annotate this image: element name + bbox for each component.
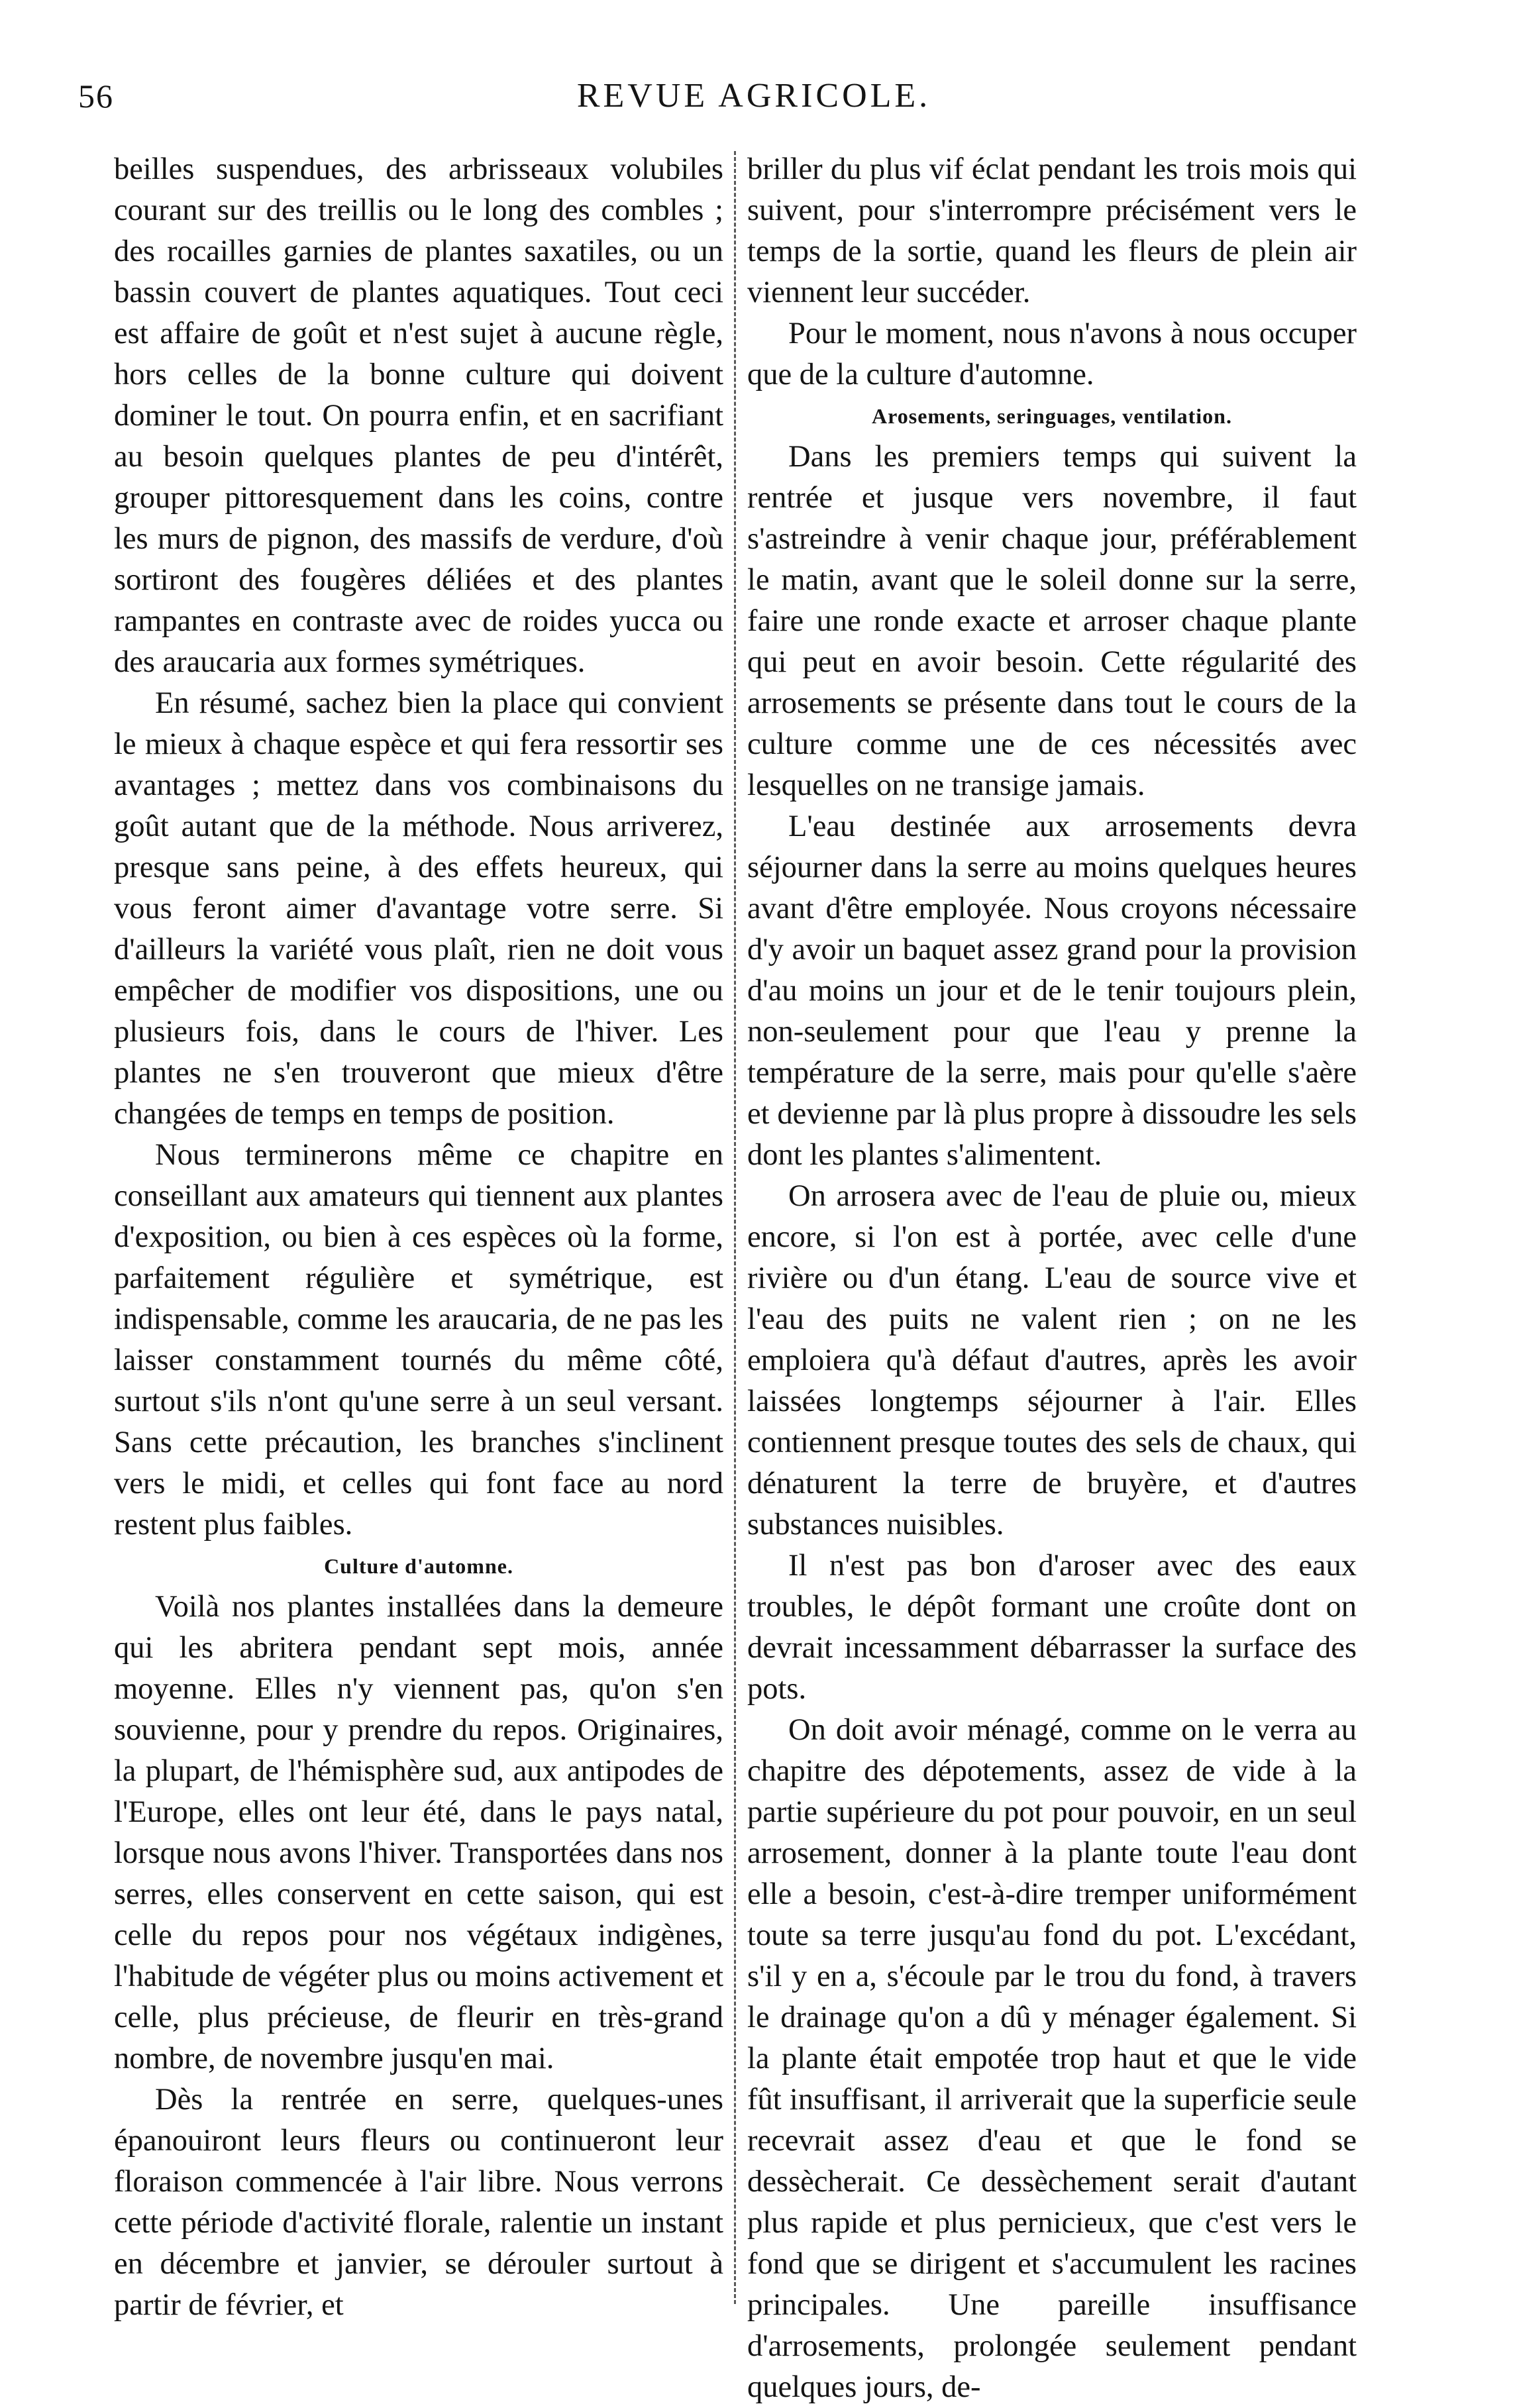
left-paragraph-5: Dès la rentrée en serre, quelques-unes épanouiront leurs fleurs ou continueront leur floraison commencée à l'air libre. Nous verrons cette période d'activité florale, ralentie un instant en décembre et janvier, se dérouler surtout à partir de février, et <box>114 2083 723 2322</box>
section-heading-arosements: Arosements, seringuages, ventilation. <box>872 404 1232 428</box>
left-paragraph-1: beilles suspendues, des arbrisseaux volubiles courant sur des treillis ou le long des combles ; des rocailles garnies de plantes saxatiles, ou un bassin couvert de plantes aquatiques. Tout ceci est affaire de goût et n'est sujet à aucune règle, hors celles de la bonne culture qui doivent dominer le tout. On pourra enfin, et en sacrifiant au besoin quelques plantes de peu d'intérêt, grouper pittoresquement dans les coins, contre les murs de pignon, des massifs de verdure, d'où sortiront des fougères déliées et des plantes rampantes en contraste avec de roides yucca ou des araucaria aux formes symétriques. <box>114 152 723 679</box>
column-divider <box>734 151 736 2304</box>
section-heading-culture-automne: Culture d'automne. <box>324 1554 513 1578</box>
right-paragraph-3: Dans les premiers temps qui suivent la rentrée et jusque vers novembre, il faut s'astreindre à venir chaque jour, préférablement le matin, avant que le soleil donne sur la serre, faire une ronde exacte et arroser chaque plante qui peut en avoir besoin. Cette régularité des arrosements se présente dans tout le cours de la culture comme une de ces nécessités avec lesquelles on ne transige jamais. <box>747 440 1357 802</box>
right-paragraph-1: briller du plus vif éclat pendant les trois mois qui suivent, pour s'interrompre précisément vers le temps de la sortie, quand les fleurs de plein air viennent leur succéder. <box>747 152 1357 309</box>
left-paragraph-3: Nous terminerons même ce chapitre en conseillant aux amateurs qui tiennent aux plantes d'exposition, ou bien à ces espèces où la forme, parfaitement régulière et symétrique, est indispensable, comme les araucaria, de ne pas les laisser constamment tournés du même côté, surtout s'ils n'ont qu'une serre à un seul versant. Sans cette précaution, les branches s'inclinent vers le midi, et celles qui font face au nord restent plus faibles. <box>114 1138 723 1542</box>
right-paragraph-4: L'eau destinée aux arrosements devra séjourner dans la serre au moins quelques heures avant d'être employée. Nous croyons nécessaire d'y avoir un baquet assez grand pour la provision d'au moins un jour et de le tenir toujours plein, non-seulement pour que l'eau y prenne la température de la serre, mais pour qu'elle s'aère et devienne par là plus propre à dissoudre les sels dont les plantes s'alimentent. <box>747 810 1357 1172</box>
left-paragraph-2: En résumé, sachez bien la place qui convient le mieux à chaque espèce et qui fera ressortir ses avantages ; mettez dans vos combinaisons du goût autant que de la méthode. Nous arriverez, presque sans peine, à des effets heureux, qui vous feront aimer d'avantage votre serre. Si d'ailleurs la variété vous plaît, rien ne doit vous empêcher de modifier vos dispositions, une ou plusieurs fois, dans le cours de l'hiver. Les plantes ne s'en trouveront que mieux d'être changées de temps en temps de position. <box>114 686 723 1131</box>
right-paragraph-7: On doit avoir ménagé, comme on le verra au chapitre des dépotements, assez de vide à la partie supérieure du pot pour pouvoir, en un seul arrosement, donner à la plante toute l'eau dont elle a besoin, c'est-à-dire tremper uniformément toute sa terre jusqu'au fond du pot. L'excédant, s'il y en a, s'écoule par le trou du fond, à travers le drainage qu'on a dû y ménager également. Si la plante était empotée trop haut et que le vide fût insuffisant, il arriverait que la superficie seule recevrait assez d'eau et que le fond se dessècherait. Ce dessèchement serait d'autant plus rapide et plus pernicieux, que c'est vers le fond que se dirigent et s'accumulent les racines principales. Une pareille insuffisance d'arrosements, prolongée seulement pendant quelques jours, de- <box>747 1713 1357 2404</box>
right-paragraph-5: On arrosera avec de l'eau de pluie ou, mieux encore, si l'on est à portée, avec celle d'une rivière ou d'un étang. L'eau de source vive et l'eau des puits ne valent rien ; on ne les emploiera qu'à défaut d'autres, après les avoir laissées longtemps séjourner à l'air. Elles contiennent presque toutes des sels de chaux, qui dénaturent la terre de bruyère, et d'autres substances nuisibles. <box>747 1179 1357 1542</box>
running-title: REVUE AGRICOLE. <box>576 77 931 115</box>
left-paragraph-4: Voilà nos plantes installées dans la demeure qui les abritera pendant sept mois, année moyenne. Elles n'y viennent pas, qu'on s'en souvienne, pour y prendre du repos. Originaires, la plupart, de l'hémisphère sud, aux antipodes de l'Europe, elles ont leur été, dans le pays natal, lorsque nous avons l'hiver. Transportées dans nos serres, elles conservent en cette saison, qui est celle du repos pour nos végétaux indigènes, l'habitude de végéter plus ou moins activement et celle, plus précieuse, de fleurir en très-grand nombre, de novembre jusqu'en mai. <box>114 1590 723 2075</box>
right-column <box>747 149 1357 2404</box>
left-column <box>114 149 723 2322</box>
page-header <box>78 66 1430 126</box>
page-number: 56 <box>78 78 114 115</box>
right-paragraph-2: Pour le moment, nous n'avons à nous occuper que de la culture d'automne. <box>747 317 1357 392</box>
right-paragraph-6: Il n'est pas bon d'aroser avec des eaux troubles, le dépôt formant une croûte dont on devrait incessamment débarrasser la surface des pots. <box>747 1549 1357 1706</box>
